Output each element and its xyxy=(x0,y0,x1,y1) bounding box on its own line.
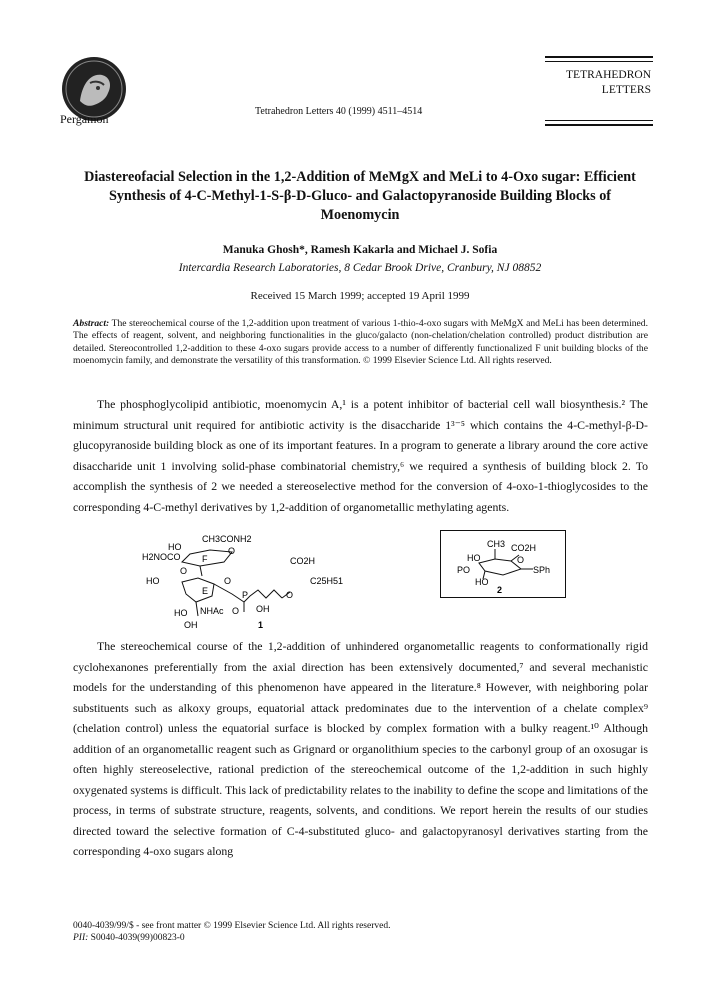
c2-label: CH3 xyxy=(487,539,506,549)
publisher-name: Pergamon xyxy=(60,112,109,126)
abstract xyxy=(73,318,648,367)
paragraph-1-text: The phosphoglycolipid antibiotic, moenomycin A,¹ is a potent inhibitor of bacterial cell wall biosynthesis.² The minimum structural unit required for antibiotic activity is the disaccharide 1³⁻⁵ which contains the 4-C-methyl-β-D-glucopyranoside building block as one of its important features. In a program to generate a library around the core active disaccharide unit 1 involving solid-phase combinatorial chemistry,⁶ we required a synthesis of building block 2. To accomplish the synthesis of 2 we needed a stereoselective method for the conversion of 4-oxo-1-thioglycosides to the corresponding 4-C-methyl derivatives by 1,2-addition of organometallic methylating agents. xyxy=(73,397,648,514)
paragraph-2-text: The stereochemical course of the 1,2-addition of unhindered organometallic reagents to conformationally rigid cyclohexanones preferentially from the axial direction has been extensively documented,⁷ and several mechanistic models for the understanding of this phenomenon have appeared in the literature.⁸ However, with neighboring polar substituents such as alkoxy groups, equatorial attack predominates due to the intervention of a chelate complex⁹ (chelation control) unless the equatorial surface is blocked by complex formation with a bulky reagent.¹⁰ Although addition of an organometallic reagent such as Grignard or organolithium species to the carbonyl group of an oxosugar is often highly stereoselective, rational prediction of the stereochemical outcome of the 1,2-addition in such highly oxygenated systems is difficult. This lack of predictability relates to the inability to define the scope and limitations of the process, in terms of substrate structure, reagents, solvents, and conditions. We report herein the results of our studies directed toward the selective formation of C-4-substituted gluco- and galactopyranosyl derivatives starting from the corresponding 4-oxo sugars along xyxy=(73,639,648,858)
bottom-rule-thin xyxy=(545,120,653,121)
c1-label: HO xyxy=(146,576,160,586)
c1-label: HO xyxy=(168,542,182,552)
c1-label: NHAc xyxy=(200,606,224,616)
pii-line xyxy=(73,932,390,944)
c1-label: E xyxy=(202,586,209,596)
c1-label: HO xyxy=(174,608,188,618)
issn-line: 0040-4039/99/$ - see front matter © 1999 Elsevier Science Ltd. All rights reserved. xyxy=(73,921,391,931)
journal-name xyxy=(555,68,651,98)
structure-compound-2-box xyxy=(440,530,566,598)
abstract-text: The stereochemical course of the 1,2-addition upon treatment of various 1-thio-4-oxo sugars with MeMgX and MeLi has been determined. The effects of reagent, solvent, and neighboring functionalities in the gluco/galacto (non-chelation/chelation controlled) product distribution are detailed. Stereocontrolled 1,2-addition to these 4-oxo sugars provide access to a number of differently functionalized F unit building blocks of the moenomycin family, and demonstrate the versatility of this transformation. © 1999 Elsevier Science Ltd. All rights reserved. xyxy=(73,318,648,366)
c2-label: HO xyxy=(475,577,489,587)
compound-1-number: 1 xyxy=(258,620,264,630)
c1-label: O xyxy=(180,566,188,576)
pii-value: S0040-4039(99)00823-0 xyxy=(90,933,185,943)
c1-label: CONH2 xyxy=(220,534,252,544)
c1-label: O xyxy=(286,590,294,600)
footer xyxy=(73,920,390,944)
c1-label: P xyxy=(242,590,249,600)
c1-label: O xyxy=(232,606,240,616)
c1-label: CH3 xyxy=(202,534,221,544)
received-dates: Received 15 March 1999; accepted 19 April 1999 xyxy=(250,290,470,302)
c2-label: SPh xyxy=(533,565,551,575)
c2-label: O xyxy=(517,555,525,565)
c1-label: F xyxy=(202,554,208,564)
c1-label: C25H51 xyxy=(310,576,344,586)
c2-label: CO2H xyxy=(511,543,537,553)
journal-name-line1: TETRAHEDRON xyxy=(566,69,651,81)
c1-label: OH xyxy=(256,604,270,614)
structure-compound-1 xyxy=(140,532,400,632)
top-rule-thick xyxy=(545,56,653,58)
body-paragraph-2 xyxy=(73,636,648,862)
pii-label: PII: xyxy=(73,933,89,943)
c1-label: O xyxy=(228,546,236,556)
body-paragraph-1 xyxy=(73,394,648,517)
journal-citation: Tetrahedron Letters 40 (1999) 4511–4514 xyxy=(255,106,423,117)
article-affiliation: Intercardia Research Laboratories, 8 Cedar Brook Drive, Cranbury, NJ 08852 xyxy=(178,262,542,274)
compound-2-number: 2 xyxy=(497,585,503,595)
bottom-rule-thick xyxy=(545,124,653,126)
c1-label: H2NOCO xyxy=(142,552,181,562)
journal-name-line2: LETTERS xyxy=(601,84,651,96)
article-title: Diastereofacial Selection in the 1,2-Addition of MeMgX and MeLi to 4-Oxo sugar: Efficient Synthesis of 4-C-Methyl-1-S-β-D-Gluco- and Galactopyranoside Building Blocks of Moenomycin xyxy=(84,169,636,223)
c2-label: PO xyxy=(457,565,471,575)
c2-label: HO xyxy=(467,553,481,563)
top-rule-thin xyxy=(545,61,653,62)
c1-label: OH xyxy=(184,620,198,630)
abstract-label: Abstract: xyxy=(73,318,110,329)
article-authors: Manuka Ghosh*, Ramesh Kakarla and Michael J. Sofia xyxy=(222,244,498,256)
c1-label: CO2H xyxy=(290,556,316,566)
c1-label: O xyxy=(224,576,232,586)
